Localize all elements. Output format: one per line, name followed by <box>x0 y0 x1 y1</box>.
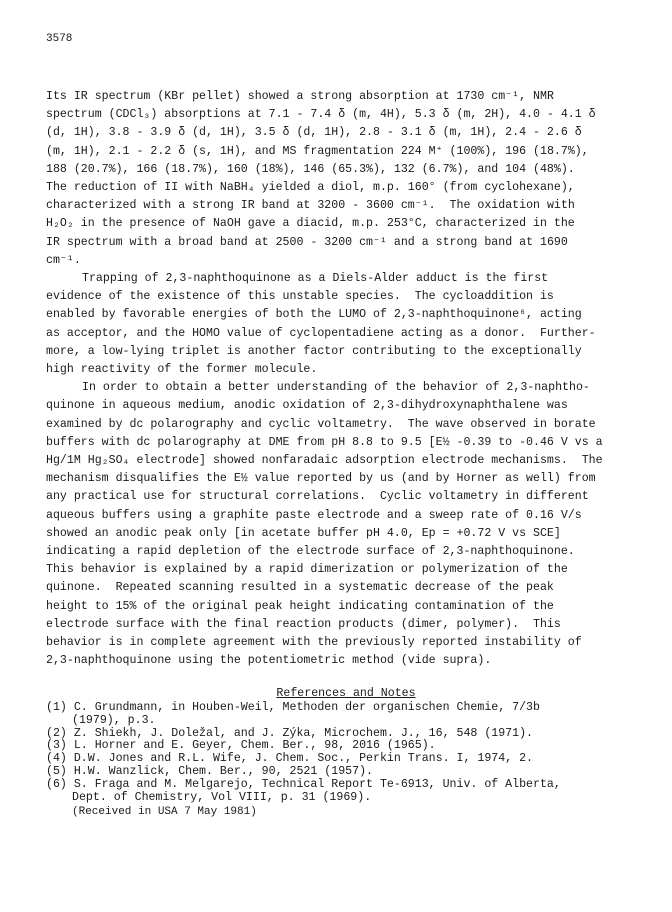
text-line: 188 (20.7%), 166 (18.7%), 160 (18%), 146 (65.3%), 132 (6.7%), and 104 (48%). <box>46 162 575 176</box>
text-line: Trapping of 2,3-naphthoquinone as a Diels-Alder adduct is the first <box>82 272 549 286</box>
reference-item: (4) D.W. Jones and R.L. Wife, J. Chem. Soc., Perkin Trans. I, 1974, 2. <box>46 752 534 766</box>
reference-continuation: Dept. of Chemistry, Vol VIII, p. 31 (1969). <box>72 790 372 804</box>
reference-item: (6) S. Fraga and M. Melgarejo, Technical Report Te-6913, Univ. of Alberta, <box>46 777 561 791</box>
reference-item: (1) C. Grundmann, in Houben-Weil, Methoden der organischen Chemie, 7/3b <box>46 701 540 714</box>
references-section <box>46 686 646 804</box>
text-line: high reactivity of the former molecule. <box>46 363 318 377</box>
text-line: Hg/1M Hg₂SO₄ electrode] showed nonfaradaic adsorption electrode mechanisms. The <box>46 454 603 468</box>
text-line: H₂O₂ in the presence of NaOH gave a diacid, m.p. 253°C, characterized in the <box>46 217 575 231</box>
reference-item: (3) L. Horner and E. Geyer, Chem. Ber., 98, 2016 (1965). <box>46 739 436 753</box>
text-line: showed an anodic peak only [in acetate buffer pH 4.0, Ep = +0.72 V vs SCE] <box>46 526 561 540</box>
paragraph-spectra <box>46 88 646 270</box>
reference-item: (5) H.W. Wanzlick, Chem. Ber., 90, 2521 (1957). <box>46 764 373 778</box>
text-line: electrode surface with the final reaction products (dimer, polymer). This <box>46 617 561 631</box>
text-line: behavior is in complete agreement with the previously reported instability of <box>46 636 582 650</box>
reference-continuation: (1979), p.3. <box>72 713 156 727</box>
text-line: any practical use for structural correlations. Cyclic voltametry in different <box>46 490 589 504</box>
text-line: cm⁻¹. <box>46 253 81 267</box>
received-date: (Received in USA 7 May 1981) <box>72 806 257 818</box>
text-line: mechanism disqualifies the E½ value reported by us (and by Horner as well) from <box>46 472 596 486</box>
article-body <box>46 88 646 671</box>
text-line: Its IR spectrum (KBr pellet) showed a strong absorption at 1730 cm⁻¹, NMR <box>46 90 554 103</box>
text-line: more, a low-lying triplet is another factor contributing to the exceptionally <box>46 344 582 358</box>
references-heading: References and Notes <box>276 687 416 700</box>
text-line: indicating a rapid depletion of the electrode surface of 2,3-naphthoquinone. <box>46 545 575 559</box>
text-line: buffers with dc polarography at DME from pH 8.8 to 9.5 [E½ -0.39 to -0.46 V vs a <box>46 435 603 449</box>
text-line: as acceptor, and the HOMO value of cyclopentadiene acting as a donor. Further- <box>46 326 596 340</box>
text-line: spectrum (CDCl₃) absorptions at 7.1 - 7.4 δ (m, 4H), 5.3 δ (m, 2H), 4.0 - 4.1 δ <box>46 108 596 122</box>
text-line: enabled by favorable energies of both the LUMO of 2,3-naphthoquinone⁶, acting <box>46 308 582 322</box>
text-line: quinone in aqueous medium, anodic oxidation of 2,3-dihydroxynaphthalene was <box>46 399 568 413</box>
paragraph-electrochemistry <box>46 379 646 670</box>
page-number: 3578 <box>46 33 73 45</box>
text-line: characterized with a strong IR band at 3200 - 3600 cm⁻¹. The oxidation with <box>46 199 575 213</box>
text-line: aqueous buffers using a graphite paste electrode and a sweep rate of 0.16 V/s <box>46 508 582 522</box>
reference-item: (2) Z. Shiekh, J. Doležal, and J. Zýka, Microchem. J., 16, 548 (1971). <box>46 726 534 740</box>
paragraph-trapping <box>46 270 646 379</box>
text-line: IR spectrum with a broad band at 2500 - 3200 cm⁻¹ and a strong band at 1690 <box>46 235 568 249</box>
text-line: quinone. Repeated scanning resulted in a systematic decrease of the peak <box>46 581 554 595</box>
text-line: 2,3-naphthoquinone using the potentiometric method (vide supra). <box>46 654 492 668</box>
text-line: examined by dc polarography and cyclic voltametry. The wave observed in borate <box>46 417 596 431</box>
text-line: The reduction of II with NaBH₄ yielded a diol, m.p. 160° (from cyclohexane), <box>46 181 575 195</box>
text-line: (m, 1H), 2.1 - 2.2 δ (s, 1H), and MS fragmentation 224 M⁺ (100%), 196 (18.7%), <box>46 144 589 158</box>
text-line: This behavior is explained by a rapid dimerization or polymerization of the <box>46 563 568 577</box>
text-line: In order to obtain a better understanding of the behavior of 2,3-naphtho- <box>82 381 590 395</box>
text-line: evidence of the existence of this unstable species. The cycloaddition is <box>46 290 554 304</box>
text-line: height to 15% of the original peak height indicating contamination of the <box>46 599 554 613</box>
text-line: (d, 1H), 3.8 - 3.9 δ (d, 1H), 3.5 δ (d, 1H), 2.8 - 3.1 δ (m, 1H), 2.4 - 2.6 δ <box>46 126 582 140</box>
